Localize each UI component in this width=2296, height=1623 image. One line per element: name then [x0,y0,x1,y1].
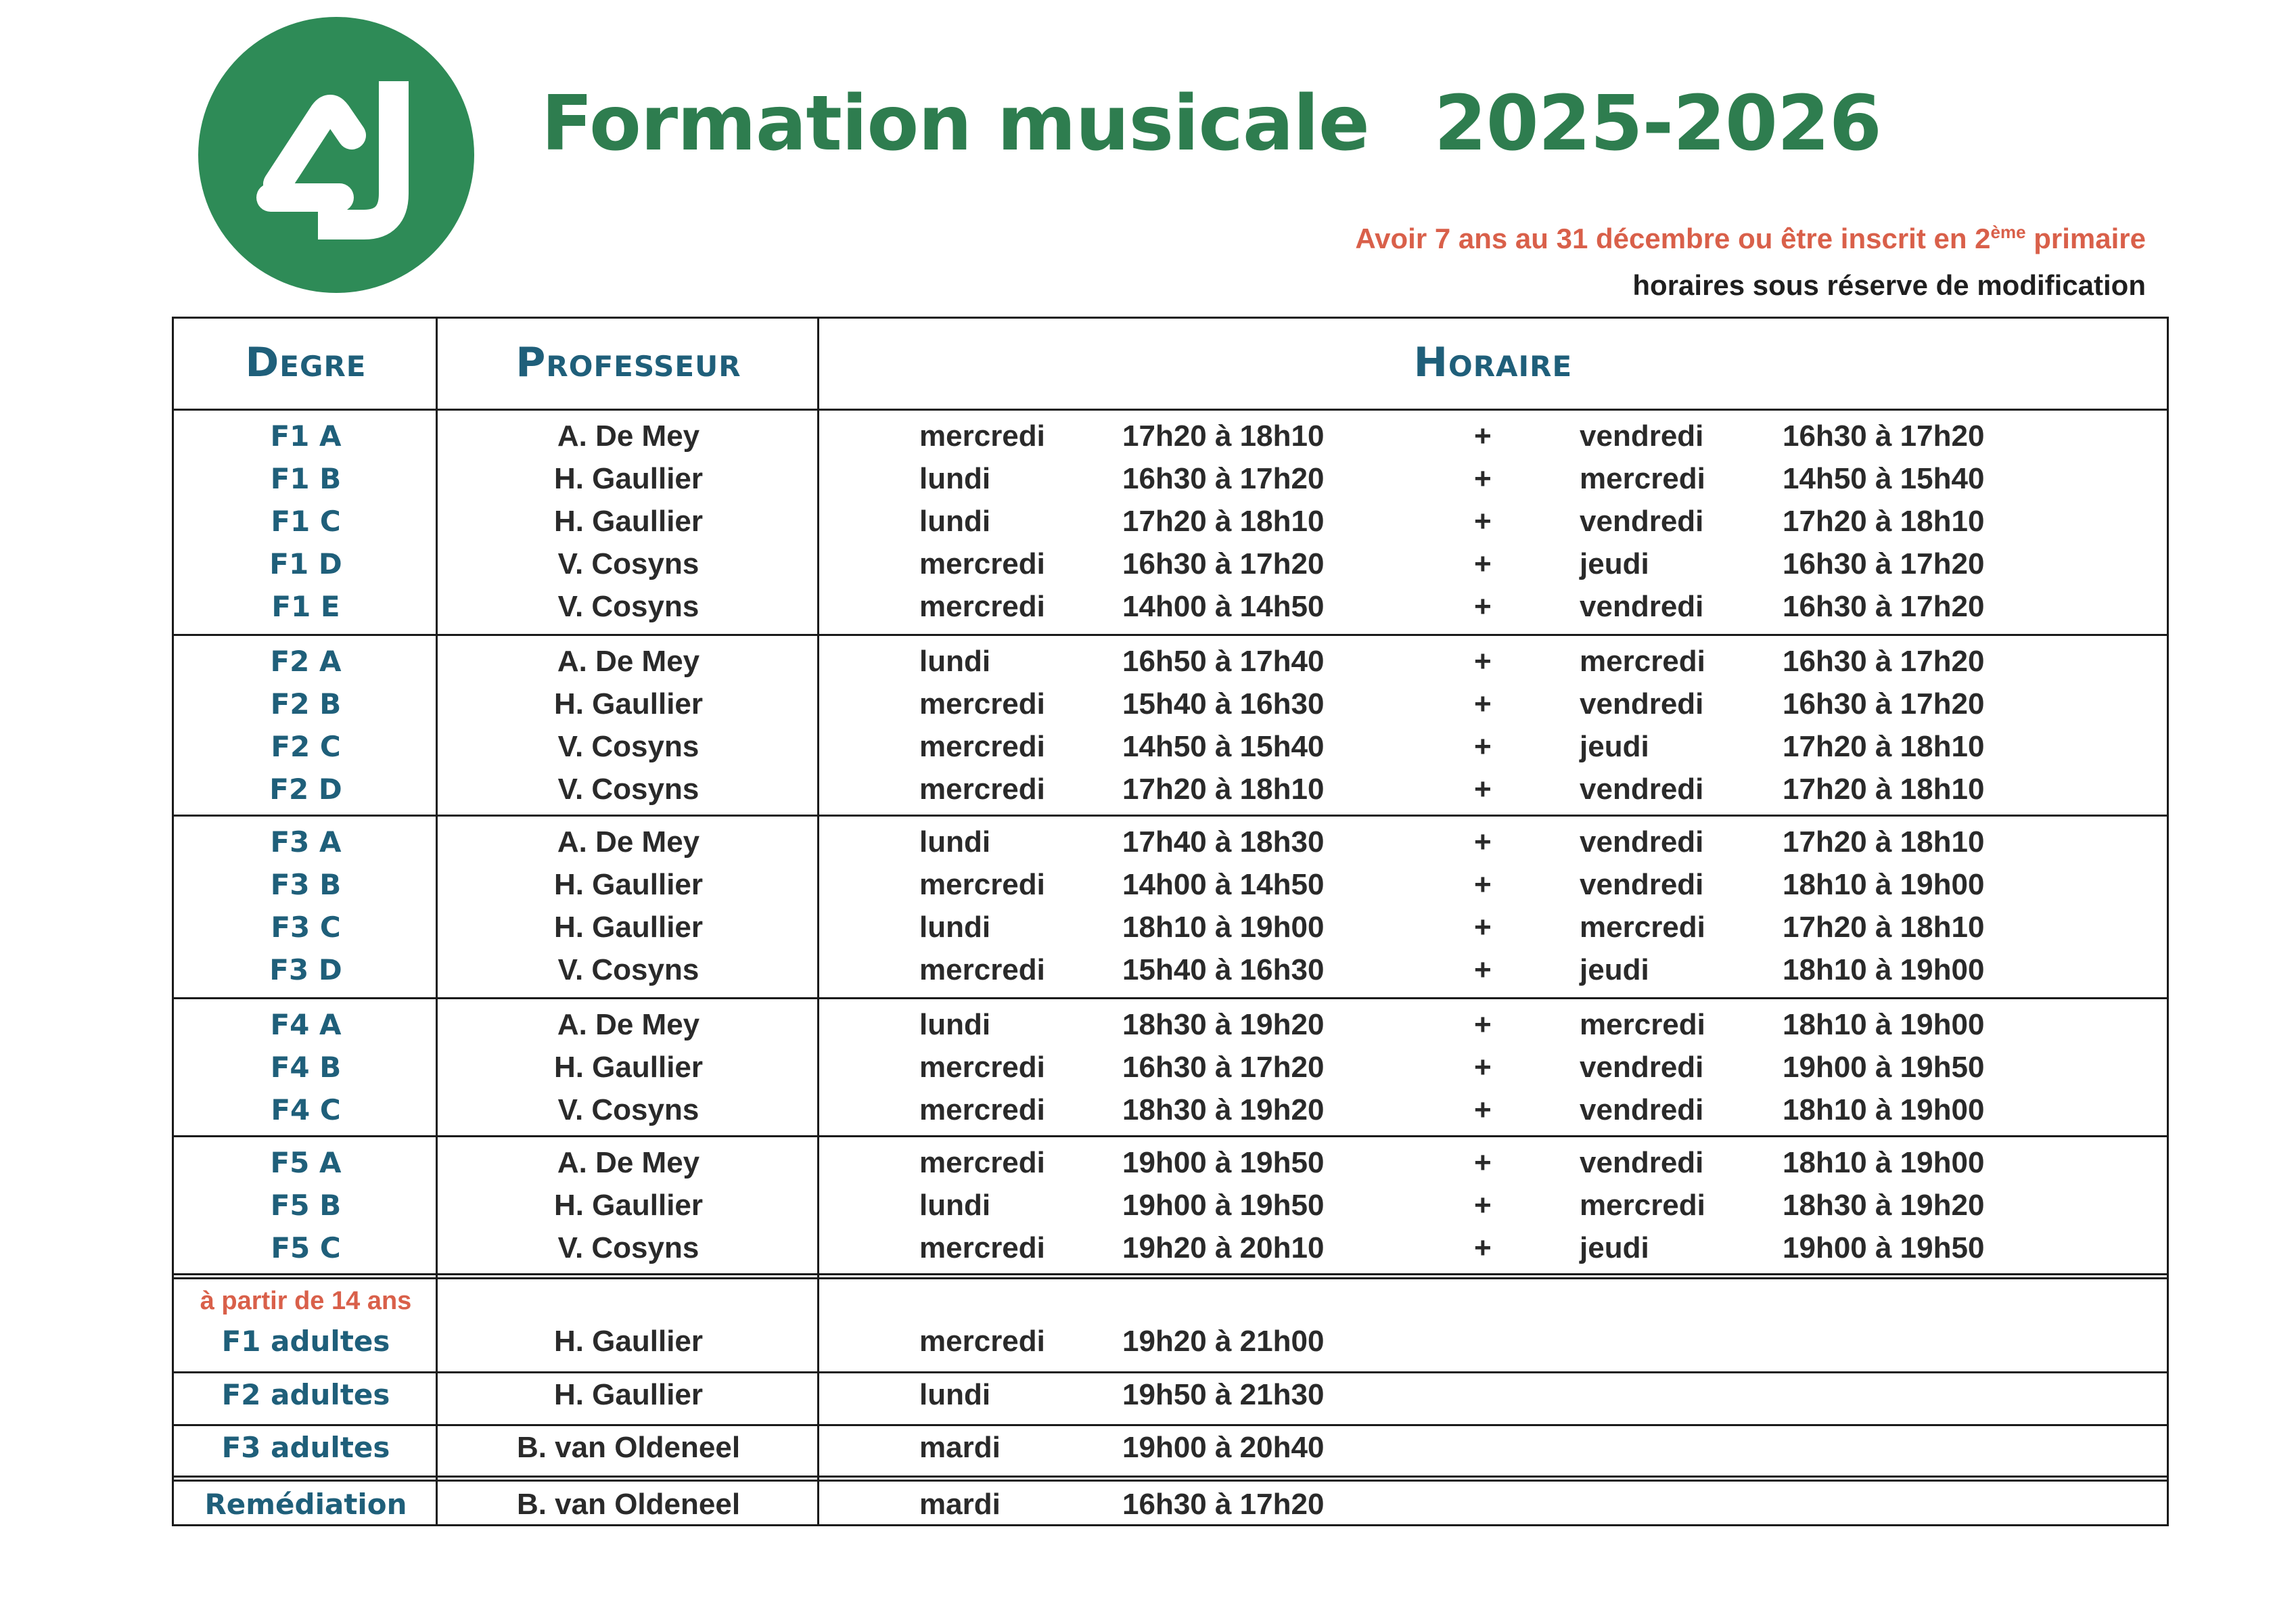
schedule-table [172,317,2169,1526]
day1-cell: mercredi [919,1093,1045,1126]
day2-cell: vendredi [1580,868,1704,901]
day2-cell: mercredi [1580,1189,1705,1222]
teacher-cell: A. De Mey [557,419,700,453]
plus-sign: + [1474,505,1492,538]
day2-cell: vendredi [1580,773,1704,806]
day2-cell: mercredi [1580,911,1705,944]
day-cell: mardi [919,1488,1001,1521]
day1-cell: lundi [919,825,991,859]
time2-cell: 18h10 à 19h00 [1783,868,1985,901]
row-divider [174,634,2167,636]
degree-cell: F3 A [270,825,342,859]
age-note-sup: ème [1990,222,2026,242]
degree-cell: F1 C [271,505,341,538]
degree-cell: F3 adultes [221,1431,390,1464]
header-degree: Degre [245,339,367,386]
time1-cell: 16h30 à 17h20 [1122,462,1325,495]
time2-cell: 17h20 à 18h10 [1783,730,1985,763]
day2-cell: vendredi [1580,419,1704,453]
time1-cell: 16h50 à 17h40 [1122,645,1325,678]
time1-cell: 17h40 à 18h30 [1122,825,1325,859]
day1-cell: lundi [919,645,991,678]
time1-cell: 17h20 à 18h10 [1122,419,1325,453]
day1-cell: mercredi [919,953,1045,986]
day2-cell: jeudi [1580,1231,1649,1264]
row-divider [174,997,2167,999]
plus-sign: + [1474,547,1492,580]
degree-cell: F5 C [271,1231,341,1264]
plus-sign: + [1474,825,1492,859]
time1-cell: 15h40 à 16h30 [1122,953,1325,986]
plus-sign: + [1474,868,1492,901]
time1-cell: 14h00 à 14h50 [1122,590,1325,623]
day2-cell: vendredi [1580,1051,1704,1084]
time1-cell: 17h20 à 18h10 [1122,505,1325,538]
time1-cell: 17h20 à 18h10 [1122,773,1325,806]
day2-cell: mercredi [1580,645,1705,678]
day-cell: mardi [919,1431,1001,1464]
teacher-cell: H. Gaullier [553,505,704,538]
degree-cell: Remédiation [204,1488,407,1521]
time-cell: 16h30 à 17h20 [1122,1488,1325,1521]
row-divider [174,815,2167,817]
row-divider-double [174,1273,2167,1275]
time2-cell: 19h00 à 19h50 [1783,1231,1985,1264]
degree-cell: F3 C [271,911,341,944]
school-logo [198,16,475,294]
degree-cell: F4 A [270,1008,342,1041]
teacher-cell: A. De Mey [557,645,700,678]
time-cell: 19h00 à 20h40 [1122,1431,1325,1464]
plus-sign: + [1474,419,1492,453]
degree-cell: F4 B [270,1051,342,1084]
time2-cell: 18h10 à 19h00 [1783,1146,1985,1179]
time1-cell: 18h10 à 19h00 [1122,911,1325,944]
degree-cell: F1 A [270,419,342,453]
day1-cell: mercredi [919,1231,1045,1264]
time1-cell: 16h30 à 17h20 [1122,547,1325,580]
header-schedule: Horaire [1413,339,1573,386]
teacher-cell: A. De Mey [557,1146,700,1179]
day2-cell: jeudi [1580,547,1649,580]
degree-cell: F5 A [270,1146,342,1179]
day1-cell: mercredi [919,868,1045,901]
degree-cell: F1 E [271,590,340,623]
day1-cell: lundi [919,1189,991,1222]
day-cell: mercredi [919,1325,1045,1358]
row-divider [174,409,2167,411]
teacher-cell: H. Gaullier [553,868,704,901]
time2-cell: 18h10 à 19h00 [1783,1008,1985,1041]
plus-sign: + [1474,645,1492,678]
degree-cell: F1 adultes [221,1325,390,1358]
plus-sign: + [1474,730,1492,763]
adult-age-label: à partir de 14 ans [200,1287,412,1315]
time1-cell: 16h30 à 17h20 [1122,1051,1325,1084]
teacher-cell: V. Cosyns [557,773,699,806]
row-divider-double [174,1476,2167,1478]
schedule-disclaimer: horaires sous réserve de modification [1632,269,2146,301]
day1-cell: mercredi [919,687,1045,721]
day1-cell: lundi [919,1008,991,1041]
teacher-cell: V. Cosyns [557,590,699,623]
teacher-cell: H. Gaullier [553,1378,704,1411]
day2-cell: vendredi [1580,1146,1704,1179]
header-teacher: Professeur [515,339,741,386]
teacher-cell: H. Gaullier [553,687,704,721]
plus-sign: + [1474,1051,1492,1084]
degree-cell: F2 B [270,687,342,721]
plus-sign: + [1474,1008,1492,1041]
time1-cell: 19h00 à 19h50 [1122,1189,1325,1222]
school-year: 2025-2026 [1433,80,1881,168]
teacher-cell: V. Cosyns [557,1093,699,1126]
day1-cell: mercredi [919,1051,1045,1084]
time2-cell: 18h10 à 19h00 [1783,953,1985,986]
teacher-cell: H. Gaullier [553,911,704,944]
plus-sign: + [1474,687,1492,721]
teacher-cell: V. Cosyns [557,547,699,580]
teacher-cell: B. van Oldeneel [516,1488,741,1521]
time1-cell: 14h50 à 15h40 [1122,730,1325,763]
degree-cell: F1 B [270,462,342,495]
day2-cell: vendredi [1580,505,1704,538]
degree-cell: F2 D [269,773,342,806]
degree-cell: F5 B [270,1189,342,1222]
row-divider [174,1135,2167,1137]
time2-cell: 18h10 à 19h00 [1783,1093,1985,1126]
time1-cell: 14h00 à 14h50 [1122,868,1325,901]
time2-cell: 17h20 à 18h10 [1783,505,1985,538]
teacher-cell: H. Gaullier [553,462,704,495]
day1-cell: lundi [919,911,991,944]
day1-cell: mercredi [919,1146,1045,1179]
day1-cell: lundi [919,505,991,538]
age-note-prefix: Avoir 7 ans au 31 décembre ou être inscrit en 2 [1355,223,1991,254]
day1-cell: mercredi [919,773,1045,806]
day2-cell: vendredi [1580,590,1704,623]
time2-cell: 17h20 à 18h10 [1783,825,1985,859]
degree-cell: F3 B [270,868,342,901]
plus-sign: + [1474,590,1492,623]
time2-cell: 14h50 à 15h40 [1783,462,1985,495]
plus-sign: + [1474,1146,1492,1179]
teacher-cell: H. Gaullier [553,1051,704,1084]
day1-cell: mercredi [919,419,1045,453]
page-title [541,80,1881,168]
degree-cell: F4 C [271,1093,341,1126]
day1-cell: mercredi [919,730,1045,763]
plus-sign: + [1474,953,1492,986]
time2-cell: 17h20 à 18h10 [1783,911,1985,944]
plus-sign: + [1474,462,1492,495]
day2-cell: jeudi [1580,730,1649,763]
day2-cell: mercredi [1580,462,1705,495]
degree-cell: F2 A [270,645,342,678]
day1-cell: mercredi [919,547,1045,580]
degree-cell: F3 D [269,953,342,986]
day1-cell: lundi [919,462,991,495]
teacher-cell: V. Cosyns [557,1231,699,1264]
plus-sign: + [1474,1189,1492,1222]
day1-cell: mercredi [919,590,1045,623]
time1-cell: 19h00 à 19h50 [1122,1146,1325,1179]
time1-cell: 15h40 à 16h30 [1122,687,1325,721]
plus-sign: + [1474,773,1492,806]
time2-cell: 16h30 à 17h20 [1783,590,1985,623]
day2-cell: vendredi [1580,825,1704,859]
teacher-cell: V. Cosyns [557,953,699,986]
day2-cell: mercredi [1580,1008,1705,1041]
time2-cell: 16h30 à 17h20 [1783,645,1985,678]
time-cell: 19h50 à 21h30 [1122,1378,1325,1411]
row-divider [174,1424,2167,1426]
teacher-cell: V. Cosyns [557,730,699,763]
age-note-suffix: primaire [2025,223,2146,254]
time2-cell: 17h20 à 18h10 [1783,773,1985,806]
teacher-cell: B. van Oldeneel [516,1431,741,1464]
time1-cell: 18h30 à 19h20 [1122,1008,1325,1041]
time2-cell: 16h30 à 17h20 [1783,547,1985,580]
teacher-cell: A. De Mey [557,825,700,859]
day2-cell: vendredi [1580,1093,1704,1126]
teacher-cell: H. Gaullier [553,1325,704,1358]
day2-cell: jeudi [1580,953,1649,986]
time1-cell: 18h30 à 19h20 [1122,1093,1325,1126]
time2-cell: 18h30 à 19h20 [1783,1189,1985,1222]
degree-cell: F1 D [269,547,342,580]
time1-cell: 19h20 à 20h10 [1122,1231,1325,1264]
degree-cell: F2 C [271,730,341,763]
plus-sign: + [1474,1093,1492,1126]
plus-sign: + [1474,911,1492,944]
degree-cell: F2 adultes [221,1378,390,1411]
age-requirement-note [1355,222,2146,255]
plus-sign: + [1474,1231,1492,1264]
teacher-cell: H. Gaullier [553,1189,704,1222]
title-text: Formation musicale [541,80,1369,168]
day-cell: lundi [919,1378,991,1411]
day2-cell: vendredi [1580,687,1704,721]
time-cell: 19h20 à 21h00 [1122,1325,1325,1358]
teacher-cell: A. De Mey [557,1008,700,1041]
time2-cell: 19h00 à 19h50 [1783,1051,1985,1084]
row-divider [174,1371,2167,1373]
time2-cell: 16h30 à 17h20 [1783,419,1985,453]
time2-cell: 16h30 à 17h20 [1783,687,1985,721]
